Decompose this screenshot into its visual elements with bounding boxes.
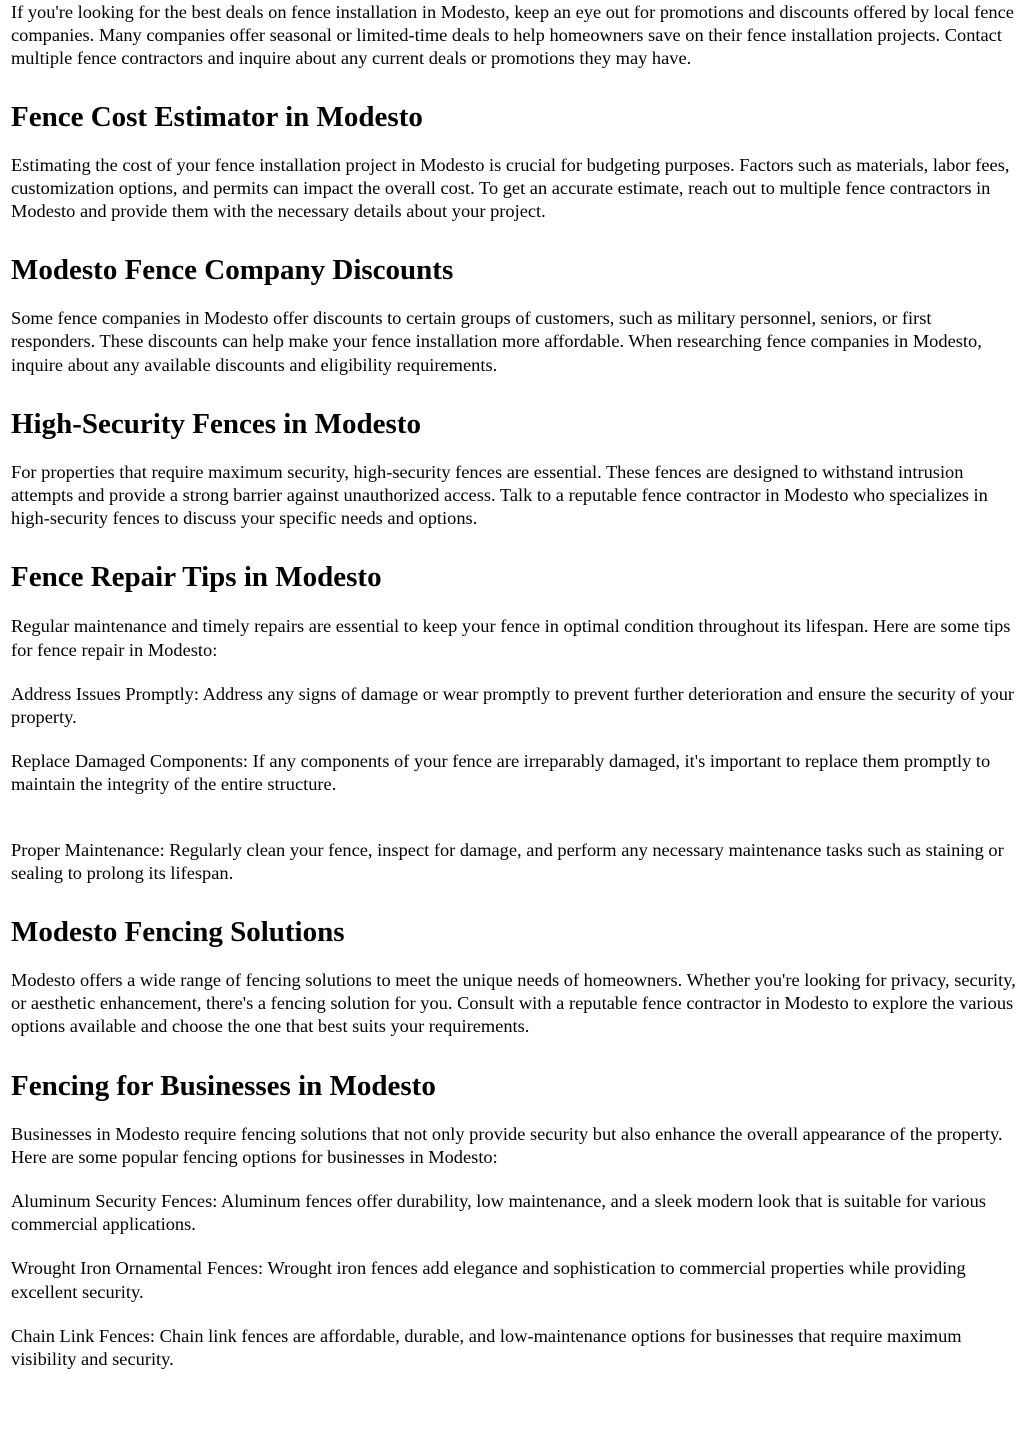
paragraph-businesses-wrought-iron: Wrought Iron Ornamental Fences: Wrought iron fences add elegance and sophistication to commercial properties while providing excellent security.	[11, 1258, 966, 1302]
paragraph-repair-maintenance: Proper Maintenance: Regularly clean your fence, inspect for damage, and perform any necessary maintenance tasks such as staining or sealing to prolong its lifespan.	[11, 839, 1004, 883]
paragraph-company-discounts: Some fence companies in Modesto offer discounts to certain groups of customers, such as military personnel, seniors, or first responders. These discounts can help make your fence installation more affordable. When researching fence companies in Modesto, inquire about any available discounts and eligibility requirements.	[11, 308, 982, 375]
paragraph-cost-estimator: Estimating the cost of your fence installation project in Modesto is crucial for budgeting purposes. Factors such as materials, labor fees, customization options, and permits can impact the overall cost. To get an accurate estimate, reach out to multiple fence contractors in Modesto and provide them with the necessary details about your project.	[11, 154, 1010, 222]
heading-company-discounts: Modesto Fence Company Discounts	[11, 254, 454, 287]
paragraph-high-security: For properties that require maximum security, high-security fences are essential. These fences are designed to withstand intrusion attempts and provide a strong barrier against unauthorized access. Talk to a reputable fence contractor in Modesto who specializes in high-security fences to discuss your specific needs and options.	[11, 461, 988, 529]
heading-fencing-solutions: Modesto Fencing Solutions	[11, 916, 345, 949]
paragraph-fencing-solutions: Modesto offers a wide range of fencing solutions to meet the unique needs of homeowners. Whether you're looking for privacy, security, or aesthetic enhancement, there's a fencing solution for you. Consult with a reputable fence contractor in Modesto to explore the various options available and choose the one that best suits your requirements.	[11, 970, 1016, 1037]
heading-cost-estimator: Fence Cost Estimator in Modesto	[11, 100, 423, 133]
heading-repair-tips: Fence Repair Tips in Modesto	[11, 561, 382, 594]
article	[0, 1, 1024, 1371]
heading-high-security: High-Security Fences in Modesto	[11, 407, 421, 440]
paragraph-repair-address: Address Issues Promptly: Address any signs of damage or wear promptly to prevent further deterioration and ensure the security of your property.	[11, 683, 1015, 728]
paragraph-businesses-chain-link: Chain Link Fences: Chain link fences are affordable, durable, and low-maintenance options for businesses that require maximum visibility and security.	[11, 1325, 962, 1370]
paragraph-repair-replace: Replace Damaged Components: If any components of your fence are irreparably damaged, it's important to replace them promptly to maintain the integrity of the entire structure.	[11, 751, 991, 795]
paragraph-businesses-intro: Businesses in Modesto require fencing solutions that not only provide security but also enhance the overall appearance of the property. Here are some popular fencing options for businesses in Modesto:	[11, 1123, 1003, 1167]
paragraph-businesses-aluminum: Aluminum Security Fences: Aluminum fences offer durability, low maintenance, and a sleek modern look that is suitable for various commercial applications.	[11, 1191, 986, 1235]
heading-businesses: Fencing for Businesses in Modesto	[11, 1069, 436, 1102]
paragraph-repair-intro: Regular maintenance and timely repairs are essential to keep your fence in optimal condition throughout its lifespan. Here are some tips for fence repair in Modesto:	[11, 616, 1011, 660]
intro-paragraph: If you're looking for the best deals on fence installation in Modesto, keep an eye out for promotions and discounts offered by local fence companies. Many companies offer seasonal or limited-time deals to help homeowners save on their fence installation projects. Contact multiple fence contractors and inquire about any current deals or promotions they may have.	[11, 2, 1014, 69]
